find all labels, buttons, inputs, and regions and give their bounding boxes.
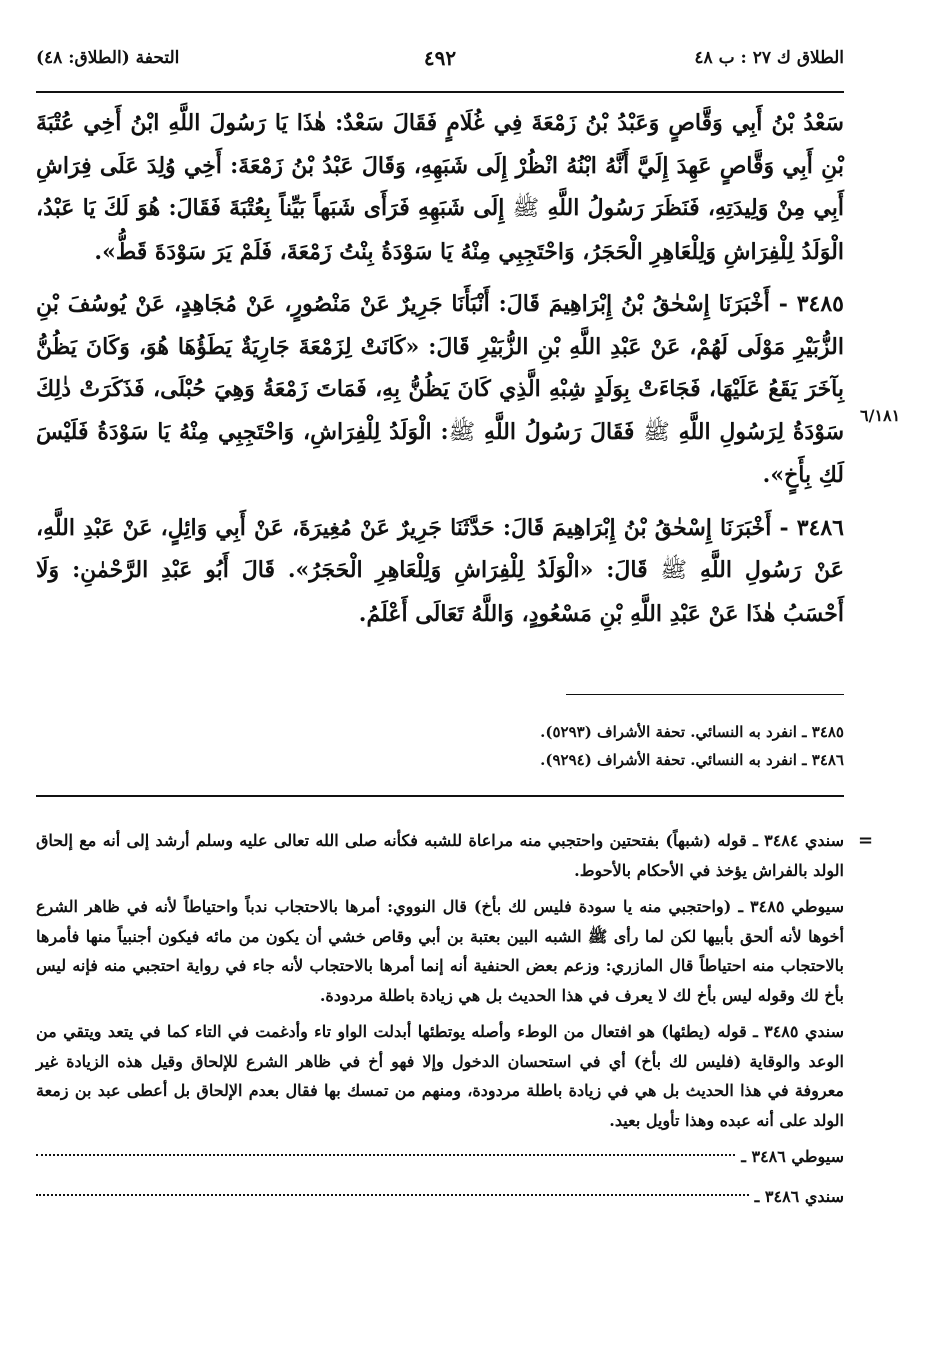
footnote-3486: ٣٤٨٦ ـ انفرد به النسائي. تحفة الأشراف (٩٢٩٤). <box>540 751 844 769</box>
dotted-leader <box>36 1194 749 1196</box>
header-rule <box>36 91 844 93</box>
commentary-separator <box>36 795 844 797</box>
hadith-paragraph-1: سَعْدُ بْنُ أَبِي وَقَّاصٍ وَعَبْدُ بْنُ زَمْعَةَ فِي غُلَامٍ فَقَالَ سَعْدٌ: هٰذَا يَا رَسُولَ اللَّهِ ابْنُ أَخِي عُتْبَةَ بْنِ أَبِي وَقَّاصٍ عَهِدَ إِلَيَّ أَنَّهُ ابْنُهُ انْظُرْ إِلَى شَبَهِهِ، وَقَالَ عَبْدُ بْنُ زَمْعَةَ: أَخِي وُلِدَ عَلَى فِرَاشِ أَبِي مِنْ وَلِيدَتِهِ، فَنَظَرَ رَسُولُ اللَّهِ ﷺ إِلَى شَبَهِهِ فَرَأَى شَبَهاً بَيِّناً بِعُتْبَةَ فَقَالَ: هُوَ لَكَ يَا عَبْدُ، الْوَلَدُ لِلْفِرَاشِ وَلِلْعَاهِرِ الْحَجَرُ، وَاحْتَجِبِي مِنْهُ يَا سَوْدَةُ بِنْتُ زَمْعَةَ، فَلَمْ يَرَ سَوْدَةَ قَطُّ». <box>36 110 844 265</box>
salawat-glyph: ﷺ <box>448 419 476 445</box>
page-header <box>36 44 844 74</box>
commentary-label: سندي ٣٤٨٥ ـ <box>753 1022 844 1041</box>
commentary-label: سيوطي ٣٤٨٦ ـ <box>741 1147 844 1166</box>
footnote-3485: ٣٤٨٥ ـ انفرد به النسائي. تحفة الأشراف (٥٢٩٣). <box>540 723 844 741</box>
commentary-suyuti-3486 <box>36 1142 844 1172</box>
commentary-sindi-3486 <box>36 1182 844 1212</box>
salawat-glyph: ﷺ <box>660 558 688 583</box>
header-tuhfa-ref: التحفة (الطلاق: ٤٨) <box>36 48 180 68</box>
dotted-leader <box>36 1154 735 1156</box>
main-text <box>36 102 844 645</box>
commentary-label: سندي ٣٤٨٤ ـ <box>753 831 844 850</box>
margin-volume-page-ref: ٦/١٨١ <box>860 406 901 425</box>
commentary-sindi-3485: سندي ٣٤٨٥ ـ قوله (يطئها) هو افتعال من الوطء وأصله يوتطئها أبدلت الواو تاء وأدغمت في التاء كما في يتعد ويتقي من الوعد والوقاية (فليس لك بأخ) أي في استحسان الدخول وإلا فهو أخ في ظاهر الشرع للإلحاق وقيل هذه الزيادة غير معروفة في هذا الحديث بل هي في زيادة باطلة مردودة، ومنهم من تمسك بها فقال بعدم الإلحاق بل أعطى عبد بن زمعة الولد على أنه عبده وهذا تأويل بعيد. <box>36 1022 844 1130</box>
takhrij-footnotes <box>36 718 844 774</box>
commentary-sindi-3484: سندي ٣٤٨٤ ـ قوله (شبهاً) بفتحتين واحتجبي منه مراعاة للشبه فكأنه صلى الله تعالى عليه وسلم أرشد إلى أنه مع إلحاق الولد بالفراش يؤخذ في الأحكام بالأحوط. <box>36 831 844 880</box>
continuation-mark: = <box>858 830 874 851</box>
commentary-label: سيوطي ٣٤٨٥ ـ <box>738 897 845 916</box>
commentary-suyuti-3485: سيوطي ٣٤٨٥ ـ (واحتجبي منه يا سودة فليس لك بأخ) قال النووي: أمرها بالاحتجاب ندباً واحتياطاً لأنه في ظاهر الشرع أخوها لأنه ألحق بأبيها لكن لما رأى ﷺ الشبه البين بعتبة بن أبي وقاص خشي أن يكون من مائه فيكون أجنبياً منها فأمرها بالاحتجاب منه احتياطاً قال المازري: وزعم بعض الحنفية أنه إنما أمرها بالاحتجاب لأنه جاء في رواية احتجبي منه فإنه ليس بأخ لك وقوله ليس بأخ لك لا يعرف في هذا الحديث بل هي زيادة باطلة مردودة. <box>36 897 845 1005</box>
commentary-section <box>36 826 844 1221</box>
hadith-3485: ٣٤٨٥ - أَخْبَرَنَا إِسْحٰقُ بْنُ إِبْرَاهِيمَ قَالَ: أَنْبَأَنَا جَرِيرٌ عَنْ مَنْصُورٍ، عَنْ مُجَاهِدٍ، عَنْ يُوسُفَ بْنِ الزُّبَيْرِ مَوْلَى لَهُمْ، عَنْ عَبْدِ اللَّهِ بْنِ الزُّبَيْرِ قَالَ: «كَانَتْ لِزَمْعَةَ جَارِيَةٌ يَطَؤُهَا هُوَ، وَكَانَ يَظُنُّ بِآخَرَ يَقَعُ عَلَيْهَا، فَجَاءَتْ بِوَلَدٍ شِبْهِ الَّذِي كَانَ يَظُنُّ بِهِ، فَمَاتَ زَمْعَةُ وَهِيَ حُبْلَى، فَذَكَرَتْ ذٰلِكَ سَوْدَةُ لِرَسُولِ اللَّهِ ﷺ فَقَالَ رَسُولُ اللَّهِ ﷺ: الْوَلَدُ لِلْفِرَاشِ، وَاحْتَجِبِي مِنْهُ يَا سَوْدَةُ فَلَيْسَ لَكِ بِأَخٍ». <box>36 291 845 488</box>
salawat-glyph: ﷺ <box>643 419 670 445</box>
salawat-glyph: ﷺ <box>512 196 540 221</box>
footnote-rule <box>566 694 844 695</box>
commentary-label: سندي ٣٤٨٦ ـ <box>754 1186 844 1206</box>
hadith-3486: ٣٤٨٦ - أَخْبَرَنَا إِسْحٰقُ بْنُ إِبْرَاهِيمَ قَالَ: حَدَّثَنَا جَرِيرٌ عَنْ مُغِيرَةَ، عَنْ أَبِي وَائِلٍ، عَنْ عَبْدِ اللَّهِ، عَنْ رَسُولِ اللَّهِ ﷺ قَالَ: «الْوَلَدُ لِلْفِرَاشِ وَلِلْعَاهِرِ الْحَجَرُ». قَالَ أَبُو عَبْدِ الرَّحْمٰنِ: وَلَا أَحْسَبُ هٰذَا عَنْ عَبْدِ اللَّهِ بْنِ مَسْعُودٍ، وَاللَّهُ تَعَالَى أَعْلَمُ. <box>36 514 844 627</box>
page-number: ٤٩٢ <box>423 46 457 70</box>
header-chapter-ref: الطلاق ك ٢٧ : ب ٤٨ <box>694 48 844 68</box>
